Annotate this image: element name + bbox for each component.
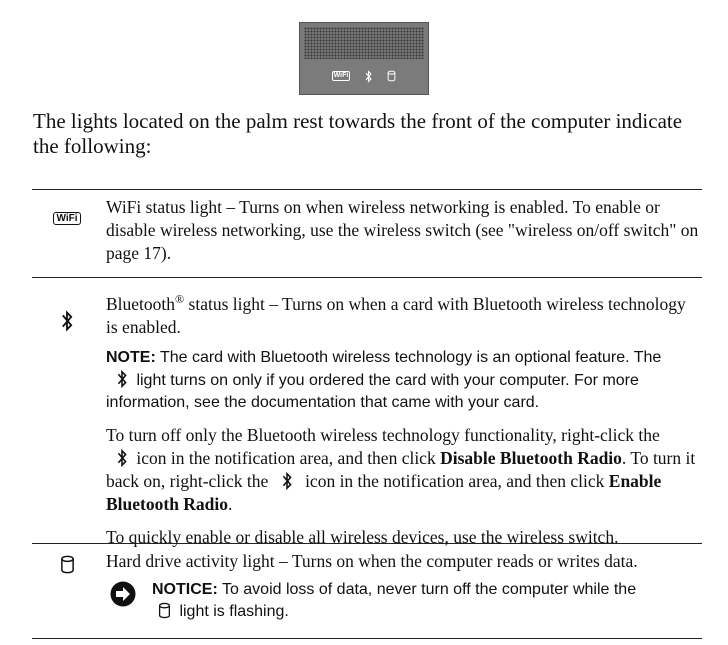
note-label: NOTE: (106, 348, 156, 366)
bluetooth-row (32, 278, 702, 547)
wifi-description: WiFi status light – Turns on when wireless networking is enabled. To enable or disable wireless networking, use the wireless switch (see "wireless on/off switch" on page 17). (106, 197, 699, 263)
hard-drive-icon (158, 601, 171, 620)
palm-rest-lights-figure (299, 22, 429, 95)
bluetooth-icon (281, 471, 293, 491)
bluetooth-icon (116, 448, 128, 468)
bluetooth-icon (60, 308, 74, 334)
hard-drive-description: Hard drive activity light – Turns on when the computer reads or writes data. (106, 551, 638, 571)
enable-bluetooth-radio-label: Enable Bluetooth Radio (106, 470, 662, 514)
wireless-switch-tip: To quickly enable or disable all wireless devices, use the wireless switch. (106, 526, 619, 547)
disable-bluetooth-radio-label: Disable Bluetooth Radio (440, 447, 622, 468)
status-lights (300, 68, 428, 84)
notice-arrow-icon (110, 581, 136, 607)
hard-drive-icon (387, 70, 396, 82)
wifi-row (32, 190, 702, 278)
hard-drive-icon (60, 554, 75, 575)
wifi-status-icon: WiFi (53, 212, 80, 225)
hard-drive-notice: NOTICE: To avoid loss of data, never turn off the computer while the light is flashing. (106, 579, 700, 623)
status-lights-table (32, 189, 702, 639)
speaker-grille (304, 27, 424, 59)
bluetooth-icon (116, 369, 128, 389)
bluetooth-note: NOTE: The card with Bluetooth wireless technology is an optional feature. The light turns on only if you ordered the card with your computer. For more information, see the documentation that came with your card. (106, 348, 662, 411)
notice-label: NOTICE: (152, 581, 218, 598)
wifi-icon: WiFi (333, 72, 349, 79)
bluetooth-icon (364, 70, 373, 83)
hard-drive-row (32, 544, 702, 639)
bluetooth-turn-off-instructions: To turn off only the Bluetooth wireless technology functionality, right-click the icon in the notification area, and then click Disable Bluetooth Radio. To turn it back on, right-click the icon in the notification area, and then click Enable Bluetooth Radio. (106, 424, 696, 514)
intro-paragraph: The lights located on the palm rest towards the front of the computer indicate the following: (33, 109, 683, 158)
bluetooth-description: Bluetooth® status light – Turns on when a card with Bluetooth wireless technology is enabled. (106, 292, 686, 337)
